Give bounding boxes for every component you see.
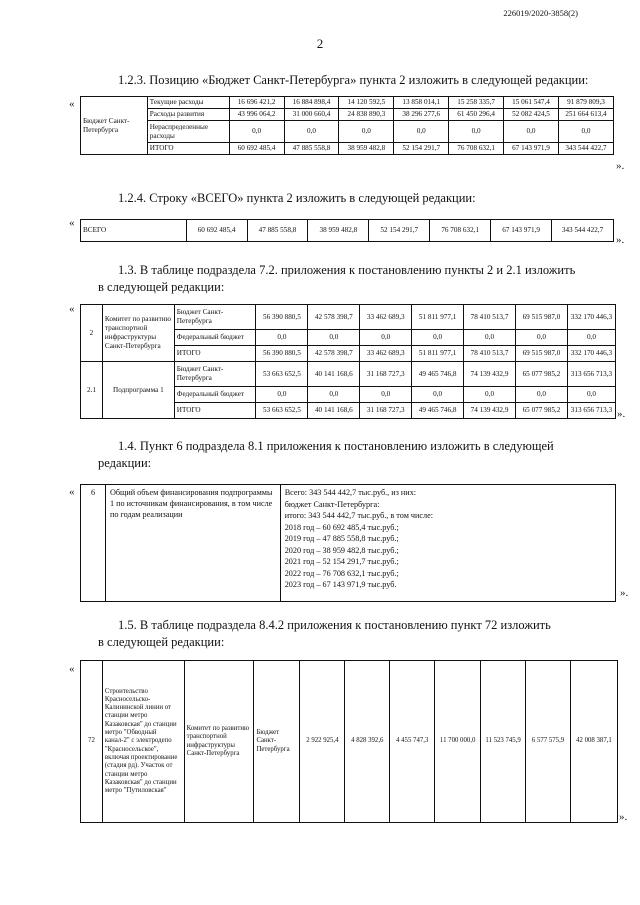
section-1-3-text-line2: в следующей редакции: — [98, 280, 225, 294]
open-quote: « — [69, 663, 75, 675]
close-quote: ». — [616, 234, 625, 246]
source-cell: Бюджет Санкт-Петербурга — [254, 661, 300, 823]
value-cell: 56 390 880,5 — [256, 305, 308, 330]
row-label: Расходы развития — [147, 109, 229, 121]
value-cell: 0,0 — [256, 330, 308, 346]
open-quote: « — [69, 303, 75, 315]
table-total — [80, 219, 614, 242]
table-row — [81, 121, 614, 143]
table-items-2-2-1 — [80, 304, 616, 419]
value-cell: 38 959 482,8 — [308, 220, 369, 242]
item-number: 72 — [81, 661, 103, 823]
row-label: ВСЕГО — [81, 220, 187, 242]
value-cell: 0,0 — [229, 121, 284, 143]
table-row — [81, 109, 614, 121]
value-cell: 69 515 987,0 — [516, 305, 568, 330]
value-cell: 0,0 — [412, 330, 464, 346]
funding-line: 2018 год – 60 692 485,4 тыс.руб.; — [284, 522, 399, 532]
value-cell: 74 139 432,9 — [464, 362, 516, 387]
value-cell: 251 664 613,4 — [558, 109, 613, 121]
close-quote: ». — [620, 587, 629, 599]
funding-line: 2022 год – 76 708 632,1 тыс.руб.; — [284, 568, 399, 578]
document-number: 226019/2020-3858(2) — [503, 8, 578, 18]
value-cell: 42 008 387,1 — [570, 661, 617, 823]
value-cell: 60 692 485,4 — [229, 143, 284, 155]
value-cell: 0,0 — [516, 330, 568, 346]
value-cell: 31 000 660,4 — [284, 109, 339, 121]
funding-line: 2023 год – 67 143 971,9 тыс.руб. — [284, 580, 397, 589]
value-cell: 0,0 — [308, 387, 360, 403]
value-cell: 11 700 000,0 — [435, 661, 481, 823]
value-cell: 31 168 727,3 — [360, 362, 412, 387]
funding-line: 2021 год – 52 154 291,7 тыс.руб.; — [284, 557, 399, 566]
value-cell: 0,0 — [360, 330, 412, 346]
value-cell: 67 143 971,9 — [504, 143, 559, 155]
section-1-2-3-text: 1.2.3. Позицию «Бюджет Санкт-Петербурга» пункта 2 изложить в следующей редакции: — [118, 73, 589, 87]
value-cell: 0,0 — [464, 330, 516, 346]
funding-line: Всего: 343 544 442,7 тыс.руб., из них: — [284, 488, 417, 497]
value-cell: 15 061 547,4 — [504, 97, 559, 109]
value-cell: 43 996 064,2 — [229, 109, 284, 121]
value-cell: 332 170 446,3 — [567, 305, 615, 330]
close-quote: ». — [619, 811, 628, 823]
section-1-5-text-line1: 1.5. В таблице подраздела 8.4.2 приложения к постановлению пункт 72 изложить — [118, 618, 551, 632]
value-cell: 65 077 985,2 — [516, 362, 568, 387]
value-cell: 67 143 971,9 — [491, 220, 552, 242]
table-row — [81, 362, 616, 387]
value-cell: 52 154 291,7 — [394, 143, 449, 155]
value-cell: 0,0 — [558, 121, 613, 143]
funding-line: бюджет Санкт-Петербурга: — [284, 499, 380, 509]
value-cell: 4 828 392,6 — [345, 661, 390, 823]
value-cell: 0,0 — [504, 121, 559, 143]
row-label: ИТОГО — [174, 346, 256, 362]
value-cell: 33 462 689,3 — [360, 305, 412, 330]
value-cell: 0,0 — [567, 330, 615, 346]
value-cell: 49 465 746,8 — [412, 362, 464, 387]
value-cell: 76 708 632,1 — [430, 220, 491, 242]
funding-line: 2020 год – 38 959 482,8 тыс.руб.; — [284, 545, 399, 555]
item-number: 2.1 — [81, 362, 103, 419]
value-cell: 4 455 747,3 — [390, 661, 435, 823]
table-row — [81, 97, 614, 109]
value-cell: 24 838 890,3 — [339, 109, 394, 121]
row-label: Бюджет Санкт-Петербурга — [174, 305, 256, 330]
table-item-72 — [80, 660, 618, 823]
value-cell: 61 450 296,4 — [449, 109, 504, 121]
value-cell: 6 577 575,9 — [526, 661, 571, 823]
value-cell: 332 170 446,3 — [567, 346, 615, 362]
value-cell: 76 708 632,1 — [449, 143, 504, 155]
value-cell: 0,0 — [284, 121, 339, 143]
row-label: ИТОГО — [147, 143, 229, 155]
value-cell: 0,0 — [516, 387, 568, 403]
value-cell: 343 544 422,7 — [558, 143, 613, 155]
section-1-5-text-line2: в следующей редакции: — [98, 635, 225, 649]
row-label: Бюджет Санкт-Петербурга — [174, 362, 256, 387]
value-cell: 40 141 168,6 — [308, 403, 360, 419]
value-cell: 2 922 925,4 — [300, 661, 345, 823]
value-cell: 313 656 713,3 — [567, 362, 615, 387]
value-cell: 11 523 745,9 — [481, 661, 526, 823]
value-cell: 42 578 398,7 — [308, 346, 360, 362]
value-cell: 60 692 485,4 — [186, 220, 247, 242]
value-cell: 51 811 977,1 — [412, 346, 464, 362]
value-cell: 313 656 713,3 — [567, 403, 615, 419]
project-description: Строительство Красносельско-Калининской линии от станции метро Казаковская" до станции метро "Обводный канал-2" с электродепо "Красносельское", включая проектирование (стадия рд). Участок от станции метро Казаковская" до станции метро "Путиловская" — [102, 661, 184, 823]
value-cell: 69 515 987,0 — [516, 346, 568, 362]
open-quote: « — [69, 486, 75, 498]
value-cell: 0,0 — [256, 387, 308, 403]
value-cell: 31 168 727,3 — [360, 403, 412, 419]
value-cell: 47 885 558,8 — [247, 220, 308, 242]
value-cell: 47 885 558,8 — [284, 143, 339, 155]
close-quote: ». — [616, 160, 625, 172]
row-label: Федеральный бюджет — [174, 387, 256, 403]
value-cell: 16 884 898,4 — [284, 97, 339, 109]
value-cell: 53 663 652,5 — [256, 403, 308, 419]
section-1-4-text-line2: редакции: — [98, 456, 152, 470]
item-name: Комитет по развитию транспортной инфраструктуры Санкт-Петербурга — [102, 305, 174, 362]
item-number: 6 — [81, 485, 106, 602]
value-cell: 52 154 291,7 — [369, 220, 430, 242]
value-cell: 65 077 985,2 — [516, 403, 568, 419]
value-cell: 38 959 482,8 — [339, 143, 394, 155]
table-row — [81, 143, 614, 155]
value-cell: 0,0 — [394, 121, 449, 143]
value-cell: 16 696 421,2 — [229, 97, 284, 109]
value-cell: 0,0 — [339, 121, 394, 143]
value-cell: 38 296 277,6 — [394, 109, 449, 121]
table-row — [81, 305, 616, 330]
value-cell: 0,0 — [567, 387, 615, 403]
value-cell: 42 578 398,7 — [308, 305, 360, 330]
value-cell: 0,0 — [412, 387, 464, 403]
value-cell: 53 663 652,5 — [256, 362, 308, 387]
value-cell: 40 141 168,6 — [308, 362, 360, 387]
value-cell: 74 139 432,9 — [464, 403, 516, 419]
funding-description: Общий объем финансирования подпрограммы 1 по источникам финансирования, в том числе по годам реализации — [105, 485, 280, 602]
value-cell: 0,0 — [464, 387, 516, 403]
close-quote: ». — [617, 408, 626, 420]
value-cell: 78 410 513,7 — [464, 346, 516, 362]
section-1-4-text-line1: 1.4. Пункт 6 подраздела 8.1 приложения к постановлению изложить в следующей — [118, 439, 554, 453]
row-label: ИТОГО — [174, 403, 256, 419]
value-cell: 56 390 880,5 — [256, 346, 308, 362]
table-item-6 — [80, 484, 616, 602]
value-cell: 343 544 422,7 — [552, 220, 614, 242]
table-row — [81, 220, 614, 242]
value-cell: 14 120 592,5 — [339, 97, 394, 109]
value-cell: 0,0 — [449, 121, 504, 143]
row-label: Нераспределенные расходы — [147, 121, 229, 143]
funding-line: итого: 343 544 442,7 тыс.руб., в том числе: — [284, 511, 434, 520]
item-name: Подпрограмма 1 — [102, 362, 174, 419]
section-1-2-4-text: 1.2.4. Строку «ВСЕГО» пункта 2 изложить в следующей редакции: — [118, 191, 476, 205]
page-number: 2 — [316, 36, 324, 51]
table-row — [81, 661, 618, 823]
value-cell: 15 258 335,7 — [449, 97, 504, 109]
open-quote: « — [69, 98, 75, 110]
value-cell: 13 858 014,1 — [394, 97, 449, 109]
value-cell: 0,0 — [360, 387, 412, 403]
value-cell: 51 811 977,1 — [412, 305, 464, 330]
value-cell: 91 879 809,3 — [558, 97, 613, 109]
section-1-3-text-line1: 1.3. В таблице подраздела 7.2. приложения к постановлению пункты 2 и 2.1 изложить — [118, 263, 576, 277]
funding-details — [280, 485, 615, 602]
value-cell: 49 465 746,8 — [412, 403, 464, 419]
row-label: Федеральный бюджет — [174, 330, 256, 346]
open-quote: « — [69, 217, 75, 229]
value-cell: 78 410 513,7 — [464, 305, 516, 330]
funding-line: 2019 год – 47 885 558,8 тыс.руб.; — [284, 534, 399, 543]
value-cell: 0,0 — [308, 330, 360, 346]
table-budget-spb — [80, 96, 614, 155]
item-number: 2 — [81, 305, 103, 362]
executor-cell: Комитет по развитию транспортной инфраструктуры Санкт-Петербурга — [184, 661, 254, 823]
source-cell: Бюджет Санкт-Петербурга — [81, 97, 148, 155]
table-row — [81, 485, 616, 602]
value-cell: 33 462 689,3 — [360, 346, 412, 362]
value-cell: 52 082 424,5 — [504, 109, 559, 121]
row-label: Текущие расходы — [147, 97, 229, 109]
